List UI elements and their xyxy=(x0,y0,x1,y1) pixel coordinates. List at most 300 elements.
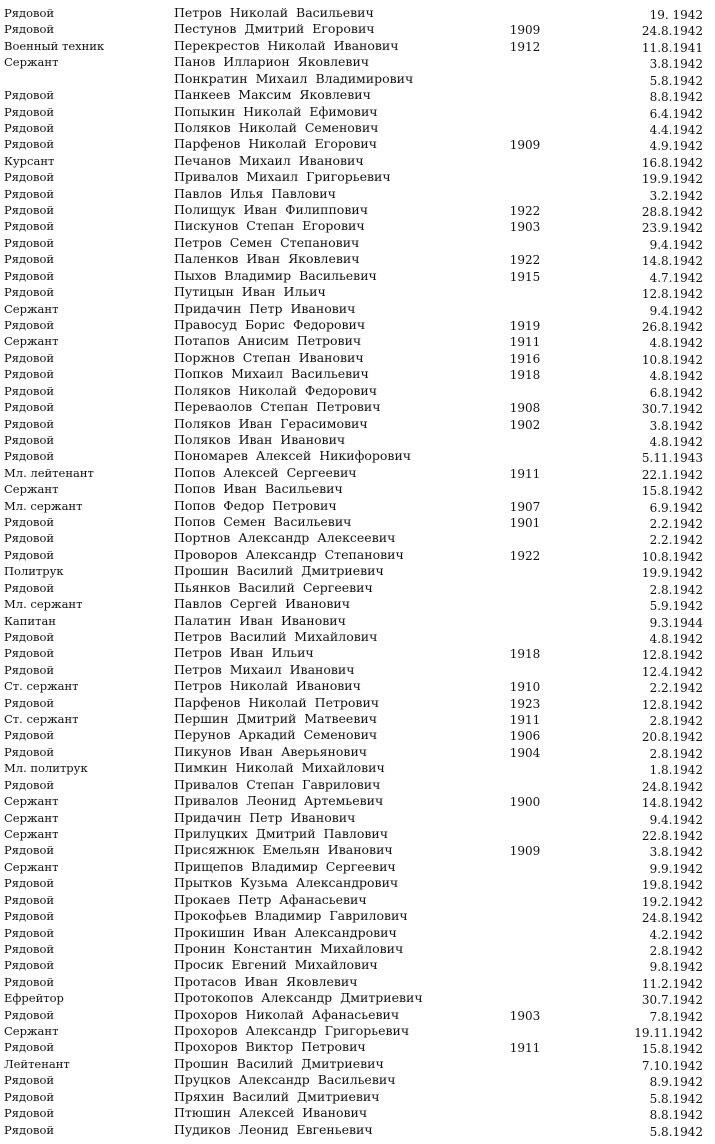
list-row xyxy=(0,563,715,579)
name-cell: Пимкин Николай Михайлович xyxy=(174,760,385,776)
death-date-cell: 4.8.1942 xyxy=(649,336,703,351)
rank-cell: Рядовой xyxy=(4,1073,55,1088)
list-row xyxy=(0,1023,715,1039)
death-date-cell: 12.8.1942 xyxy=(641,287,703,302)
name-cell: Попов Семен Васильевич xyxy=(174,514,352,530)
death-date-cell: 10.8.1942 xyxy=(641,352,703,367)
rank-cell: Сержант xyxy=(4,482,59,497)
list-row xyxy=(0,810,715,826)
death-date-cell: 24.8.1942 xyxy=(641,779,703,794)
list-row xyxy=(0,317,715,333)
name-cell: Прошин Василий Дмитриевич xyxy=(174,563,384,579)
rank-cell: Рядовой xyxy=(4,695,55,710)
memorial-list xyxy=(0,5,715,1140)
rank-cell: Сержант xyxy=(4,55,59,70)
list-row xyxy=(0,974,715,990)
rank-cell: Сержант xyxy=(4,810,59,825)
name-cell: Пестунов Дмитрий Егорович xyxy=(174,21,375,37)
death-date-cell: 20.8.1942 xyxy=(641,730,703,745)
list-row xyxy=(0,301,715,317)
death-date-cell: 2.8.1942 xyxy=(649,746,703,761)
birth-year-cell: 1918 xyxy=(509,647,541,662)
list-row xyxy=(0,465,715,481)
rank-cell: Капитан xyxy=(4,613,56,628)
list-row xyxy=(0,1105,715,1121)
death-date-cell: 5.8.1942 xyxy=(649,73,703,88)
name-cell: Петров Иван Ильич xyxy=(174,645,314,661)
name-cell: Пьянков Василий Сергеевич xyxy=(174,579,373,595)
list-row xyxy=(0,1072,715,1088)
name-cell: Петров Николай Васильевич xyxy=(174,5,374,20)
list-row xyxy=(0,925,715,941)
name-cell: Пискунов Степан Егорович xyxy=(174,218,365,234)
list-row xyxy=(0,366,715,382)
name-cell: Пудиков Леонид Евгеньевич xyxy=(174,1121,373,1137)
name-cell: Портнов Александр Алексеевич xyxy=(174,530,396,546)
rank-cell: Рядовой xyxy=(4,728,55,743)
death-date-cell: 7.10.1942 xyxy=(641,1058,703,1073)
rank-cell: Рядовой xyxy=(4,876,55,891)
name-cell: Поляков Николай Семенович xyxy=(174,119,379,135)
list-row xyxy=(0,744,715,760)
birth-year-cell: 1910 xyxy=(509,680,541,695)
death-date-cell: 5.8.1942 xyxy=(649,1124,703,1139)
rank-cell: Рядовой xyxy=(4,6,55,20)
birth-year-cell: 1922 xyxy=(509,204,541,219)
death-date-cell: 2.2.1942 xyxy=(649,681,703,696)
name-cell: Петров Николай Иванович xyxy=(174,678,361,694)
rank-cell: Рядовой xyxy=(4,925,55,940)
birth-year-cell: 1911 xyxy=(509,713,541,728)
rank-cell: Рядовой xyxy=(4,892,55,907)
name-cell: Привалов Степан Гаврилович xyxy=(174,776,381,792)
list-row xyxy=(0,678,715,694)
rank-cell: Рядовой xyxy=(4,958,55,973)
list-row xyxy=(0,5,715,21)
rank-cell: Рядовой xyxy=(4,137,55,152)
death-date-cell: 30.7.1942 xyxy=(641,993,703,1008)
rank-cell: Курсант xyxy=(4,153,55,168)
death-date-cell: 4.8.1942 xyxy=(649,369,703,384)
list-row xyxy=(0,432,715,448)
list-row xyxy=(0,826,715,842)
rank-cell: Рядовой xyxy=(4,432,55,447)
name-cell: Прошин Василий Дмитриевич xyxy=(174,1055,384,1071)
rank-cell: Рядовой xyxy=(4,367,55,382)
rank-cell: Мл. сержант xyxy=(4,597,83,612)
name-cell: Прытков Кузьма Александрович xyxy=(174,875,399,891)
list-row xyxy=(0,711,715,727)
rank-cell: Рядовой xyxy=(4,1040,55,1055)
list-row xyxy=(0,350,715,366)
death-date-cell: 4.7.1942 xyxy=(649,270,703,285)
death-date-cell: 9.4.1942 xyxy=(649,237,703,252)
rank-cell: Рядовой xyxy=(4,400,55,415)
death-date-cell: 28.8.1942 xyxy=(641,205,703,220)
death-date-cell: 11.8.1941 xyxy=(641,40,703,55)
birth-year-cell: 1912 xyxy=(509,39,541,54)
list-row xyxy=(0,1056,715,1072)
death-date-cell: 10.8.1942 xyxy=(641,549,703,564)
name-cell: Придачин Петр Иванович xyxy=(174,809,356,825)
list-row xyxy=(0,727,715,743)
death-date-cell: 15.8.1942 xyxy=(641,1042,703,1057)
name-cell: Пикунов Иван Аверьянович xyxy=(174,743,368,759)
name-cell: Попов Иван Васильевич xyxy=(174,481,343,497)
name-cell: Попов Алексей Сергеевич xyxy=(174,464,357,480)
rank-cell: Мл. сержант xyxy=(4,498,83,513)
list-row xyxy=(0,1089,715,1105)
rank-cell: Сержант xyxy=(4,859,59,874)
rank-cell: Рядовой xyxy=(4,285,55,300)
rank-cell: Рядовой xyxy=(4,235,55,250)
death-date-cell: 24.8.1942 xyxy=(641,24,703,39)
death-date-cell: 4.9.1942 xyxy=(649,139,703,154)
list-row xyxy=(0,251,715,267)
death-date-cell: 2.8.1942 xyxy=(649,582,703,597)
birth-year-cell: 1900 xyxy=(509,795,541,810)
death-date-cell: 3.8.1942 xyxy=(649,845,703,860)
name-cell: Паленков Иван Яковлевич xyxy=(174,251,360,267)
rank-cell: Рядовой xyxy=(4,1106,55,1121)
list-row xyxy=(0,235,715,251)
list-row xyxy=(0,186,715,202)
death-date-cell: 4.4.1942 xyxy=(649,122,703,137)
list-row xyxy=(0,777,715,793)
name-cell: Пономарев Алексей Никифорович xyxy=(174,448,412,464)
list-row xyxy=(0,416,715,432)
birth-year-cell: 1906 xyxy=(509,729,541,744)
rank-cell: Сержант xyxy=(4,794,59,809)
death-date-cell: 22.1.1942 xyxy=(641,467,703,482)
death-date-cell: 6.9.1942 xyxy=(649,500,703,515)
death-date-cell: 8.8.1942 xyxy=(649,1108,703,1123)
name-cell: Прилуцких Дмитрий Павлович xyxy=(174,826,388,841)
death-date-cell: 9.4.1942 xyxy=(649,812,703,827)
death-date-cell: 3.8.1942 xyxy=(649,418,703,433)
birth-year-cell: 1922 xyxy=(509,548,541,563)
list-row xyxy=(0,547,715,563)
death-date-cell: 9.9.1942 xyxy=(649,861,703,876)
list-row xyxy=(0,120,715,136)
death-date-cell: 4.8.1942 xyxy=(649,631,703,646)
list-row xyxy=(0,596,715,612)
list-row xyxy=(0,580,715,596)
name-cell: Прокофьев Владимир Гаврилович xyxy=(174,908,408,924)
name-cell: Парфенов Николай Егорович xyxy=(174,136,378,152)
rank-cell: Рядовой xyxy=(4,515,55,530)
death-date-cell: 3.8.1942 xyxy=(649,57,703,72)
rank-cell: Рядовой xyxy=(4,941,55,956)
name-cell: Попов Федор Петрович xyxy=(174,497,337,513)
birth-year-cell: 1901 xyxy=(509,516,541,531)
list-row xyxy=(0,481,715,497)
list-row xyxy=(0,71,715,87)
name-cell: Поляков Николай Федорович xyxy=(174,382,378,398)
list-row xyxy=(0,957,715,973)
birth-year-cell: 1909 xyxy=(509,138,541,153)
list-row xyxy=(0,284,715,300)
death-date-cell: 19.8.1942 xyxy=(641,878,703,893)
name-cell: Понкратин Михаил Владимирович xyxy=(174,70,414,86)
rank-cell: Рядовой xyxy=(4,317,55,332)
death-date-cell: 4.8.1942 xyxy=(649,434,703,449)
birth-year-cell: 1903 xyxy=(509,220,541,235)
rank-cell: Рядовой xyxy=(4,547,55,562)
death-date-cell: 5.11.1943 xyxy=(641,451,703,466)
name-cell: Перекрестов Николай Иванович xyxy=(174,37,399,53)
death-date-cell: 5.8.1942 xyxy=(649,1091,703,1106)
list-row xyxy=(0,908,715,924)
death-date-cell: 30.7.1942 xyxy=(641,402,703,417)
list-row xyxy=(0,695,715,711)
name-cell: Петров Василий Михайлович xyxy=(174,628,378,644)
rank-cell: Рядовой xyxy=(4,909,55,924)
name-cell: Першин Дмитрий Матвеевич xyxy=(174,711,377,727)
name-cell: Печанов Михаил Иванович xyxy=(174,152,364,168)
rank-cell: Рядовой xyxy=(4,219,55,234)
birth-year-cell: 1915 xyxy=(509,269,541,284)
list-row xyxy=(0,629,715,645)
death-date-cell: 15.8.1942 xyxy=(641,484,703,499)
list-row xyxy=(0,1122,715,1138)
name-cell: Присяжнюк Емельян Иванович xyxy=(174,842,393,858)
name-cell: Пряхин Василий Дмитриевич xyxy=(174,1088,380,1104)
list-row xyxy=(0,38,715,54)
rank-cell: Рядовой xyxy=(4,777,55,792)
birth-year-cell: 1909 xyxy=(509,844,541,859)
name-cell: Протокопов Александр Дмитриевич xyxy=(174,990,423,1006)
death-date-cell: 19.2.1942 xyxy=(641,894,703,909)
rank-cell: Рядовой xyxy=(4,120,55,135)
death-date-cell: 9.4.1942 xyxy=(649,303,703,318)
rank-cell: Рядовой xyxy=(4,662,55,677)
name-cell: Прищепов Владимир Сергеевич xyxy=(174,858,396,874)
death-date-cell: 19.9.1942 xyxy=(641,566,703,581)
list-row xyxy=(0,662,715,678)
list-row xyxy=(0,399,715,415)
name-cell: Привалов Леонид Артемьевич xyxy=(174,793,384,809)
death-date-cell: 2.2.1942 xyxy=(649,533,703,548)
list-row xyxy=(0,54,715,70)
death-date-cell: 1.8.1942 xyxy=(649,763,703,778)
death-date-cell: 16.8.1942 xyxy=(641,155,703,170)
rank-cell: Рядовой xyxy=(4,416,55,431)
name-cell: Парфенов Николай Петрович xyxy=(174,694,380,710)
birth-year-cell: 1902 xyxy=(509,417,541,432)
name-cell: Поржнов Степан Иванович xyxy=(174,349,364,365)
name-cell: Потапов Анисим Петрович xyxy=(174,333,362,349)
death-date-cell: 4.2.1942 xyxy=(649,927,703,942)
birth-year-cell: 1903 xyxy=(509,1008,541,1023)
name-cell: Переваолов Степан Петрович xyxy=(174,399,381,415)
list-row xyxy=(0,202,715,218)
rank-cell: Рядовой xyxy=(4,268,55,283)
list-row xyxy=(0,218,715,234)
rank-cell: Лейтенант xyxy=(4,1056,70,1071)
rank-cell: Рядовой xyxy=(4,170,55,185)
birth-year-cell: 1916 xyxy=(509,351,541,366)
name-cell: Перунов Аркадий Семенович xyxy=(174,727,378,743)
death-date-cell: 2.8.1942 xyxy=(649,943,703,958)
birth-year-cell: 1923 xyxy=(509,696,541,711)
rank-cell: Рядовой xyxy=(4,629,55,644)
list-row xyxy=(0,333,715,349)
rank-cell: Рядовой xyxy=(4,646,55,661)
rank-cell: Сержант xyxy=(4,301,59,316)
death-date-cell: 19. 1942 xyxy=(649,8,703,22)
birth-year-cell: 1922 xyxy=(509,253,541,268)
rank-cell: Рядовой xyxy=(4,22,55,37)
rank-cell: Рядовой xyxy=(4,104,55,119)
list-row xyxy=(0,87,715,103)
death-date-cell: 5.9.1942 xyxy=(649,599,703,614)
death-date-cell: 2.8.1942 xyxy=(649,714,703,729)
death-date-cell: 22.8.1942 xyxy=(641,829,703,843)
name-cell: Путицын Иван Ильич xyxy=(174,284,326,300)
name-cell: Панкеев Максим Яковлевич xyxy=(174,87,371,103)
name-cell: Палатин Иван Иванович xyxy=(174,612,346,628)
list-row xyxy=(0,941,715,957)
rank-cell: Рядовой xyxy=(4,974,55,989)
list-row xyxy=(0,613,715,629)
death-date-cell: 19.9.1942 xyxy=(641,172,703,187)
list-row xyxy=(0,448,715,464)
name-cell: Павлов Сергей Иванович xyxy=(174,596,350,612)
list-row xyxy=(0,514,715,530)
name-cell: Прохоров Николай Афанасьевич xyxy=(174,1006,400,1022)
death-date-cell: 2.2.1942 xyxy=(649,517,703,532)
death-date-cell: 26.8.1942 xyxy=(641,319,703,334)
rank-cell: Рядовой xyxy=(4,1007,55,1022)
birth-year-cell: 1904 xyxy=(509,745,541,760)
death-date-cell: 11.2.1942 xyxy=(641,976,703,991)
name-cell: Поляков Иван Иванович xyxy=(174,431,346,447)
rank-cell: Ефрейтор xyxy=(4,991,64,1006)
death-date-cell: 24.8.1942 xyxy=(641,911,703,926)
name-cell: Пруцков Александр Васильевич xyxy=(174,1072,396,1088)
name-cell: Петров Михаил Иванович xyxy=(174,661,355,677)
list-row xyxy=(0,498,715,514)
list-row xyxy=(0,859,715,875)
birth-year-cell: 1918 xyxy=(509,368,541,383)
list-row xyxy=(0,153,715,169)
name-cell: Пыхов Владимир Васильевич xyxy=(174,267,377,283)
name-cell: Придачин Петр Иванович xyxy=(174,300,356,316)
name-cell: Птюшин Алексей Иванович xyxy=(174,1105,368,1121)
name-cell: Павлов Илья Павлович xyxy=(174,185,336,201)
rank-cell: Политрук xyxy=(4,564,64,579)
name-cell: Прохоров Виктор Петрович xyxy=(174,1039,366,1055)
rank-cell: Сержант xyxy=(4,334,59,349)
death-date-cell: 19.11.1942 xyxy=(634,1026,703,1041)
birth-year-cell: 1919 xyxy=(509,318,541,333)
list-row xyxy=(0,760,715,776)
name-cell: Просик Евгений Михайлович xyxy=(174,957,378,973)
death-date-cell: 7.8.1942 xyxy=(649,1009,703,1024)
list-row xyxy=(0,645,715,661)
death-date-cell: 14.8.1942 xyxy=(641,254,703,269)
birth-year-cell: 1911 xyxy=(509,335,541,350)
name-cell: Попыкин Николай Ефимович xyxy=(174,103,378,119)
death-date-cell: 6.8.1942 xyxy=(649,385,703,400)
list-row xyxy=(0,892,715,908)
name-cell: Панов Илларион Яковлевич xyxy=(174,54,370,70)
birth-year-cell: 1907 xyxy=(509,499,541,514)
list-row xyxy=(0,21,715,37)
rank-cell: Сержант xyxy=(4,827,59,841)
rank-cell: Рядовой xyxy=(4,383,55,398)
name-cell: Прокаев Петр Афанасьевич xyxy=(174,891,367,907)
name-cell: Полищук Иван Филиппович xyxy=(174,202,368,218)
list-row xyxy=(0,383,715,399)
rank-cell: Рядовой xyxy=(4,744,55,759)
rank-cell: Мл. лейтенант xyxy=(4,465,94,480)
birth-year-cell: 1911 xyxy=(509,466,541,481)
death-date-cell: 9.8.1942 xyxy=(649,960,703,975)
list-row xyxy=(0,793,715,809)
death-date-cell: 6.4.1942 xyxy=(649,106,703,121)
death-date-cell: 8.9.1942 xyxy=(649,1075,703,1090)
name-cell: Правосуд Борис Федорович xyxy=(174,316,366,332)
rank-cell: Военный техник xyxy=(4,38,105,53)
rank-cell: Рядовой xyxy=(4,350,55,365)
rank-cell: Рядовой xyxy=(4,203,55,218)
death-date-cell: 12.8.1942 xyxy=(641,648,703,663)
rank-cell: Рядовой xyxy=(4,88,55,103)
list-row xyxy=(0,530,715,546)
birth-year-cell: 1908 xyxy=(509,401,541,416)
birth-year-cell: 1909 xyxy=(509,23,541,38)
death-date-cell: 14.8.1942 xyxy=(641,796,703,811)
rank-cell: Рядовой xyxy=(4,1122,55,1137)
list-row xyxy=(0,842,715,858)
rank-cell: Рядовой xyxy=(4,580,55,595)
name-cell: Протасов Иван Яковлевич xyxy=(174,973,358,989)
name-cell: Поляков Иван Герасимович xyxy=(174,415,368,431)
rank-cell: Рядовой xyxy=(4,186,55,201)
rank-cell: Рядовой xyxy=(4,843,55,858)
list-row xyxy=(0,104,715,120)
rank-cell: Ст. сержант xyxy=(4,712,79,727)
list-row xyxy=(0,1039,715,1055)
name-cell: Проворов Александр Степанович xyxy=(174,546,404,562)
list-row xyxy=(0,268,715,284)
death-date-cell: 23.9.1942 xyxy=(641,221,703,236)
list-row xyxy=(0,169,715,185)
name-cell: Пронин Константин Михайлович xyxy=(174,940,404,956)
death-date-cell: 3.2.1942 xyxy=(649,188,703,203)
list-row xyxy=(0,875,715,891)
name-cell: Прохоров Александр Григорьевич xyxy=(174,1023,410,1039)
birth-year-cell: 1911 xyxy=(509,1041,541,1056)
rank-cell: Ст. сержант xyxy=(4,679,79,694)
death-date-cell: 12.8.1942 xyxy=(641,697,703,712)
name-cell: Попков Михаил Васильевич xyxy=(174,366,369,382)
list-row xyxy=(0,136,715,152)
death-date-cell: 9.3.1944 xyxy=(649,615,703,630)
rank-cell: Рядовой xyxy=(4,449,55,464)
rank-cell: Сержант xyxy=(4,1024,59,1039)
name-cell: Привалов Михаил Григорьевич xyxy=(174,169,391,185)
list-row xyxy=(0,1007,715,1023)
list-row xyxy=(0,990,715,1006)
death-date-cell: 12.4.1942 xyxy=(641,664,703,679)
rank-cell: Рядовой xyxy=(4,1089,55,1104)
name-cell: Петров Семен Степанович xyxy=(174,234,360,250)
rank-cell: Рядовой xyxy=(4,252,55,267)
rank-cell: Рядовой xyxy=(4,531,55,546)
